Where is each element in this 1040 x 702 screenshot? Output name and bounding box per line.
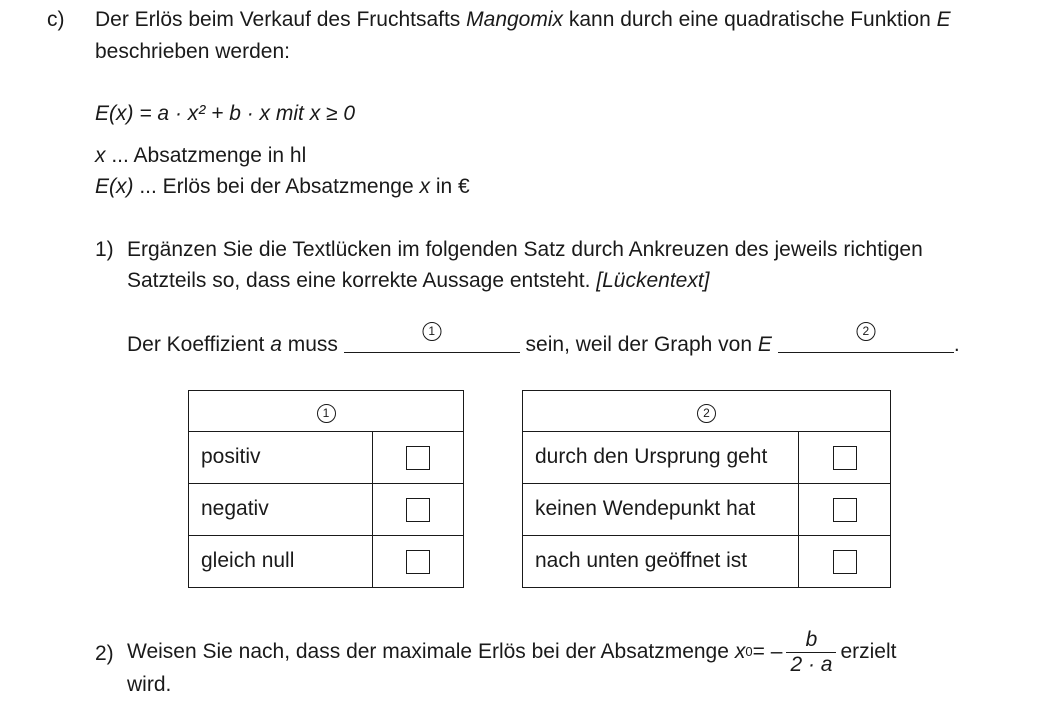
option-label: nach unten geöffnet ist [523, 536, 799, 588]
checkbox-cell [799, 484, 891, 536]
sentence-mid-1: muss [281, 333, 344, 356]
function-name: E [936, 8, 951, 31]
task2-text-post: erzielt [840, 639, 897, 663]
checkbox-negativ[interactable] [406, 498, 430, 522]
gap-sentence [127, 324, 960, 359]
options-table-2 [522, 390, 891, 588]
sentence-function-e: E [757, 333, 772, 356]
option-label: keinen Wendepunkt hat [523, 484, 799, 536]
checkbox-gleich-null[interactable] [406, 550, 430, 574]
task2-text-line-2: wird. [127, 673, 172, 696]
intro-line-2: beschrieben werden: [95, 40, 290, 63]
table2-header-marker: 2 [697, 404, 716, 423]
task1-number: 1) [95, 238, 114, 261]
option-label: negativ [189, 484, 373, 536]
checkbox-cell [373, 536, 464, 588]
task1-text-line-2 [127, 267, 710, 295]
intro-text-post: kann durch eine quadratische Funktion [563, 8, 937, 31]
fraction [786, 628, 836, 677]
var-x-desc: ... Absatzmenge in hl [105, 144, 307, 167]
function-formula: E(x) = a · x² + b · x mit x ≥ 0 [95, 102, 356, 125]
table-row [523, 484, 891, 536]
task1-text-line-2-main: Satzteils so, dass eine korrekte Aussage entsteht. [127, 269, 597, 292]
options-table-1 [188, 390, 464, 588]
var-x-symbol: x [95, 144, 106, 167]
sentence-mid-2: sein, weil der Graph von [519, 333, 758, 356]
checkbox-cell [799, 432, 891, 484]
part-label: c) [47, 8, 65, 31]
table-row [189, 432, 464, 484]
checkbox-positiv[interactable] [406, 446, 430, 470]
checkbox-cell [799, 536, 891, 588]
task2-text-pre: Weisen Sie nach, dass der maximale Erlös bei der Absatzmenge [127, 639, 729, 663]
option-label: positiv [189, 432, 373, 484]
sentence-pre: Der Koeffizient [127, 333, 271, 356]
x0-subscript: 0 [745, 644, 753, 660]
task1-text-line-1: Ergänzen Sie die Textlücken im folgenden Satz durch Ankreuzen des jeweils richtigen [127, 238, 923, 261]
sentence-coefficient-a: a [270, 333, 282, 356]
blank-1 [344, 324, 520, 353]
var-e-desc-post: in € [429, 175, 470, 198]
table-row [523, 432, 891, 484]
checkbox-cell [373, 432, 464, 484]
table1-header [189, 391, 464, 432]
blank-2-marker: 2 [856, 322, 875, 341]
option-label: gleich null [189, 536, 373, 588]
checkbox-unten-geoeffnet[interactable] [833, 550, 857, 574]
var-e-symbol: E(x) [95, 175, 134, 198]
fraction-denominator: 2 · a [790, 652, 833, 676]
blank-2 [778, 324, 954, 353]
var-x-definition [95, 142, 306, 170]
sentence-end: . [953, 333, 960, 356]
table-row [189, 536, 464, 588]
table1-header-marker: 1 [317, 404, 336, 423]
x0-symbol: x [734, 639, 746, 663]
task2-number: 2) [95, 642, 114, 665]
intro-text-pre: Der Erlös beim Verkauf des Fruchtsafts [95, 8, 467, 31]
table-row [523, 536, 891, 588]
checkbox-cell [373, 484, 464, 536]
task2-text-line-1 [127, 626, 897, 678]
table-row [189, 484, 464, 536]
checkbox-ursprung[interactable] [833, 446, 857, 470]
blank-1-marker: 1 [422, 322, 441, 341]
option-label: durch den Ursprung geht [523, 432, 799, 484]
var-e-definition [95, 173, 470, 201]
intro-line-1 [95, 6, 951, 34]
product-name: Mangomix [466, 8, 564, 31]
var-e-desc-x: x [419, 175, 430, 198]
task-type-tag: [Lückentext] [596, 269, 710, 292]
equals-minus: = – [752, 639, 783, 663]
table2-header [523, 391, 891, 432]
fraction-numerator: b [786, 628, 836, 653]
var-e-desc-pre: ... Erlös bei der Absatzmenge [133, 175, 420, 198]
checkbox-wendepunkt[interactable] [833, 498, 857, 522]
